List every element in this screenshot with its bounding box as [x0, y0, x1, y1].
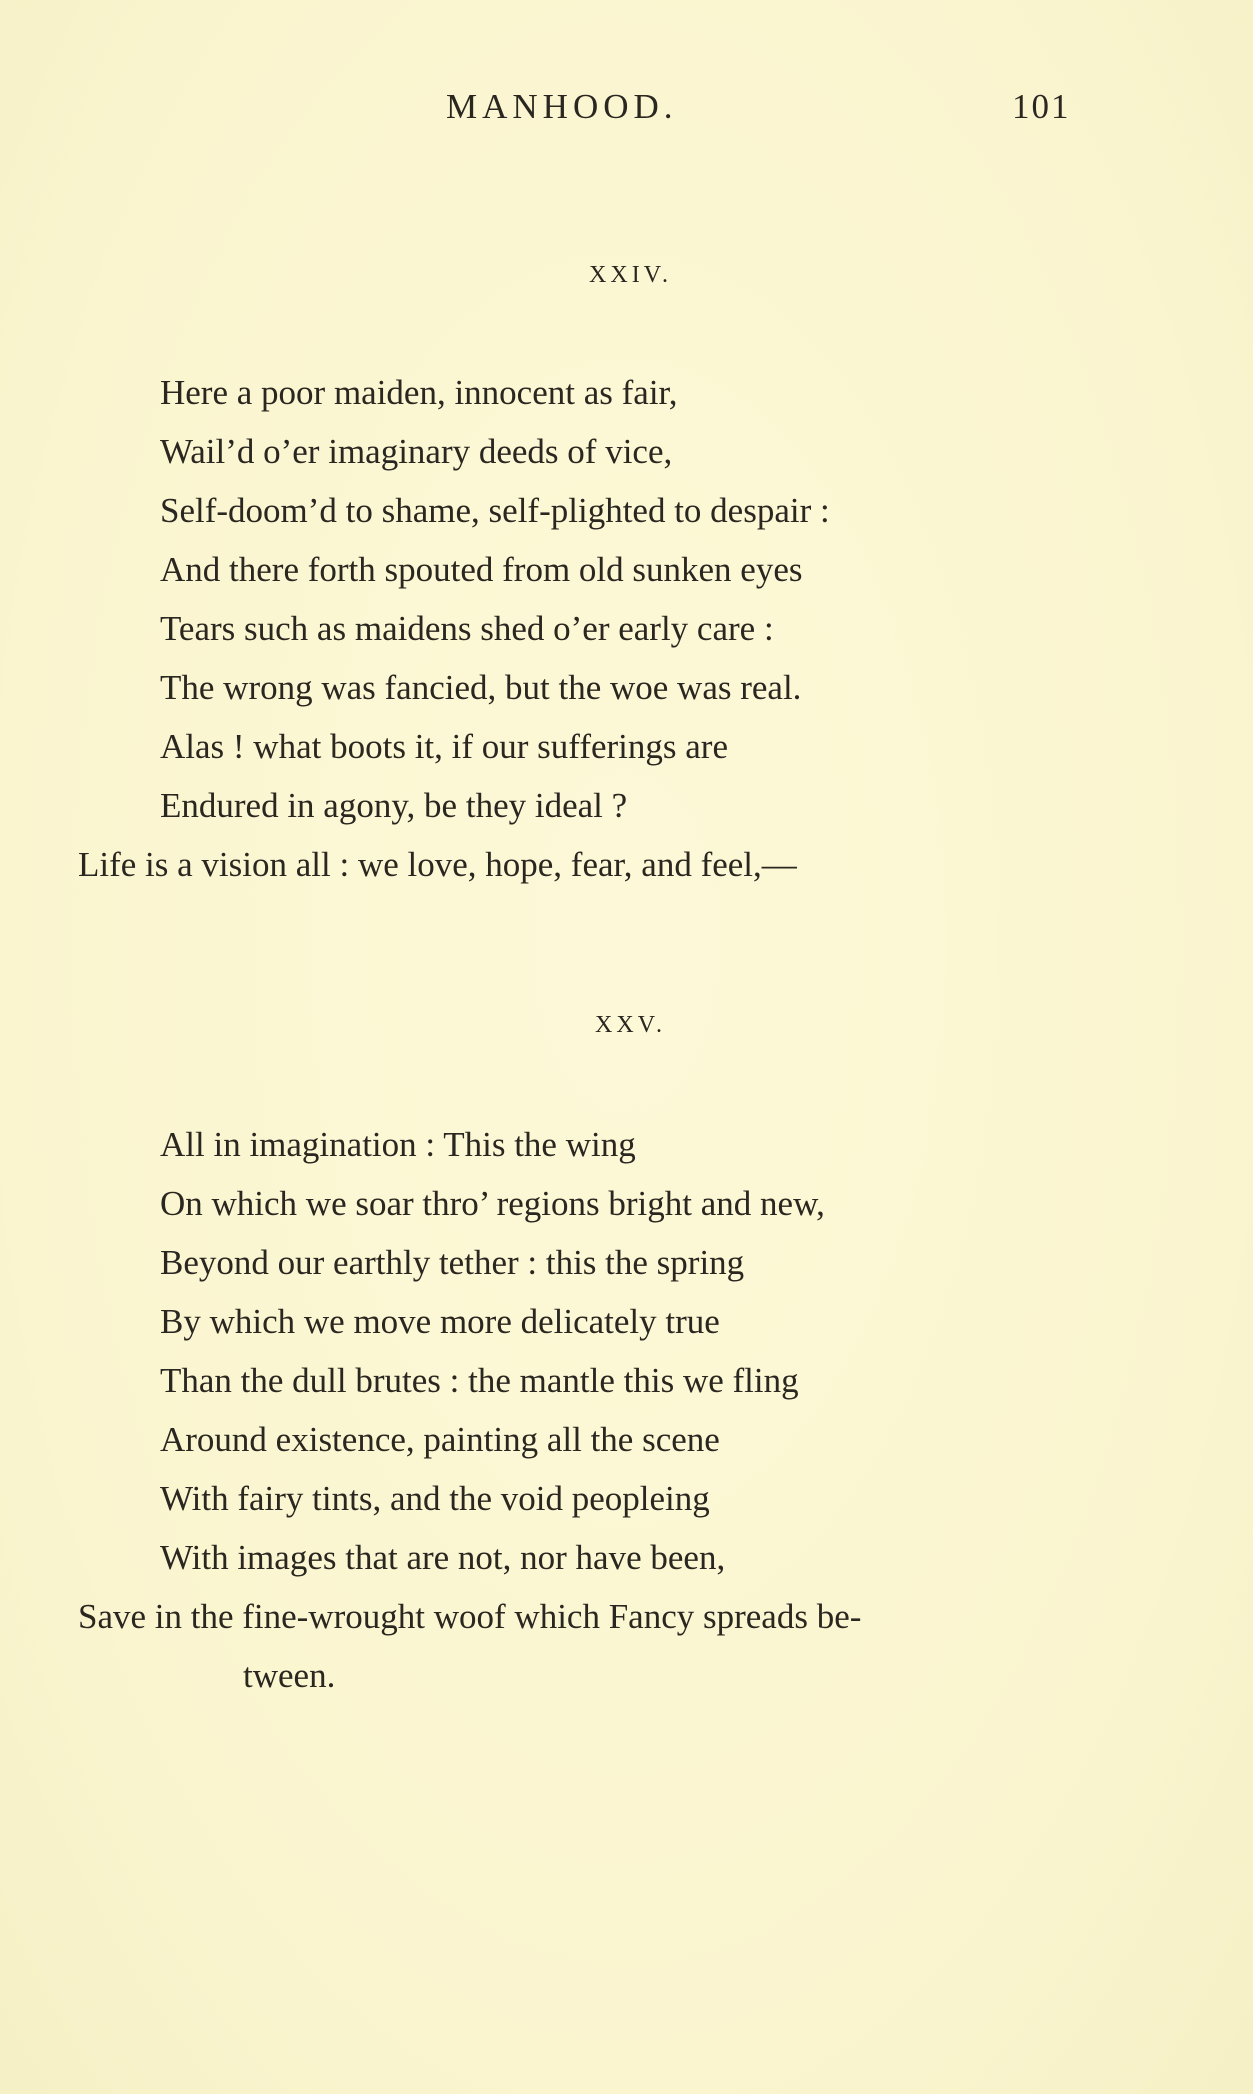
running-title: MANHOOD. [446, 87, 678, 126]
verse-line-continuation: tween. [243, 1656, 336, 1695]
stanza-number-25: XXV. [595, 1012, 666, 1038]
verse-line: Around existence, painting all the scene [160, 1420, 720, 1459]
stanza-24 [0, 363, 1253, 894]
verse-line: Than the dull brutes : the mantle this we fling [160, 1361, 799, 1400]
verse-line: Endured in agony, be they ideal ? [160, 786, 628, 825]
verse-line: Tears such as maidens shed o’er early care : [160, 609, 774, 648]
verse-line: Wail’d o’er imaginary deeds of vice, [160, 432, 673, 471]
verse-line-alexandrine: Life is a vision all : we love, hope, fear, and feel,— [78, 845, 797, 884]
verse-line: Alas ! what boots it, if our sufferings are [160, 727, 728, 766]
verse-line: And there forth spouted from old sunken eyes [160, 550, 803, 589]
verse-line: All in imagination : This the wing [160, 1125, 636, 1164]
verse-line: Here a poor maiden, innocent as fair, [160, 373, 678, 412]
stanza-number-24: XXIV. [589, 262, 672, 288]
stanza-25 [0, 1115, 1253, 1705]
verse-line: On which we soar thro’ regions bright and new, [160, 1184, 825, 1223]
running-head [0, 82, 1253, 132]
page-number: 101 [1012, 87, 1071, 126]
verse-line-alexandrine: Save in the fine-wrought woof which Fancy spreads be- [78, 1597, 862, 1636]
verse-line: With images that are not, nor have been, [160, 1538, 726, 1577]
verse-line: By which we move more delicately true [160, 1302, 720, 1341]
verse-line: Beyond our earthly tether : this the spring [160, 1243, 745, 1282]
verse-line: Self-doom’d to shame, self-plighted to despair : [160, 491, 830, 530]
verse-line: The wrong was fancied, but the woe was real. [160, 668, 802, 707]
verse-line: With fairy tints, and the void peopleing [160, 1479, 710, 1518]
